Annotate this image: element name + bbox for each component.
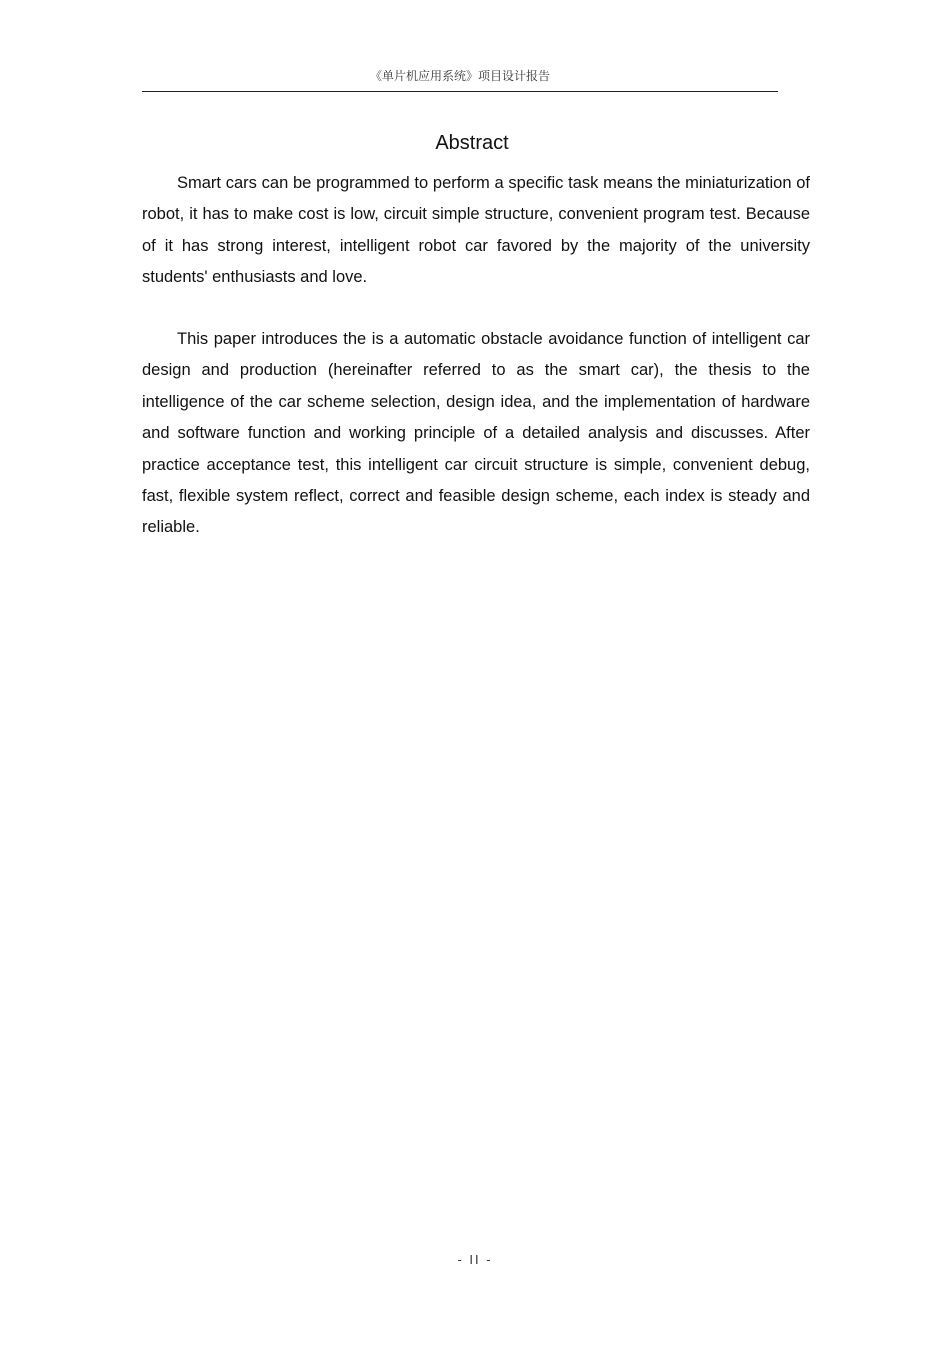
abstract-title: Abstract: [435, 132, 509, 154]
running-header: 《单片机应用系统》项目设计报告: [369, 69, 550, 83]
abstract-paragraph-1: Smart cars can be programmed to perform a specific task means the miniaturization of robot, it has to make cost is low, circuit simple structure, convenient program test. Because of it has strong interest, intelligent robot car favored by the majority of the university students' enthusiasts and love.: [142, 174, 810, 287]
header-divider: [142, 91, 778, 92]
abstract-paragraph-2: This paper introduces the is a automatic obstacle avoidance function of intelligent car design and production (hereinafter referred to as the smart car), the thesis to the intelligence of the car scheme selection, design idea, and the implementation of hardware and software function and working principle of a detailed analysis and discusses. After practice acceptance test, this intelligent car circuit structure is simple, convenient debug, fast, flexible system reflect, correct and feasible design scheme, each index is steady and reliable.: [142, 330, 810, 537]
page-number: - II -: [457, 1252, 493, 1267]
